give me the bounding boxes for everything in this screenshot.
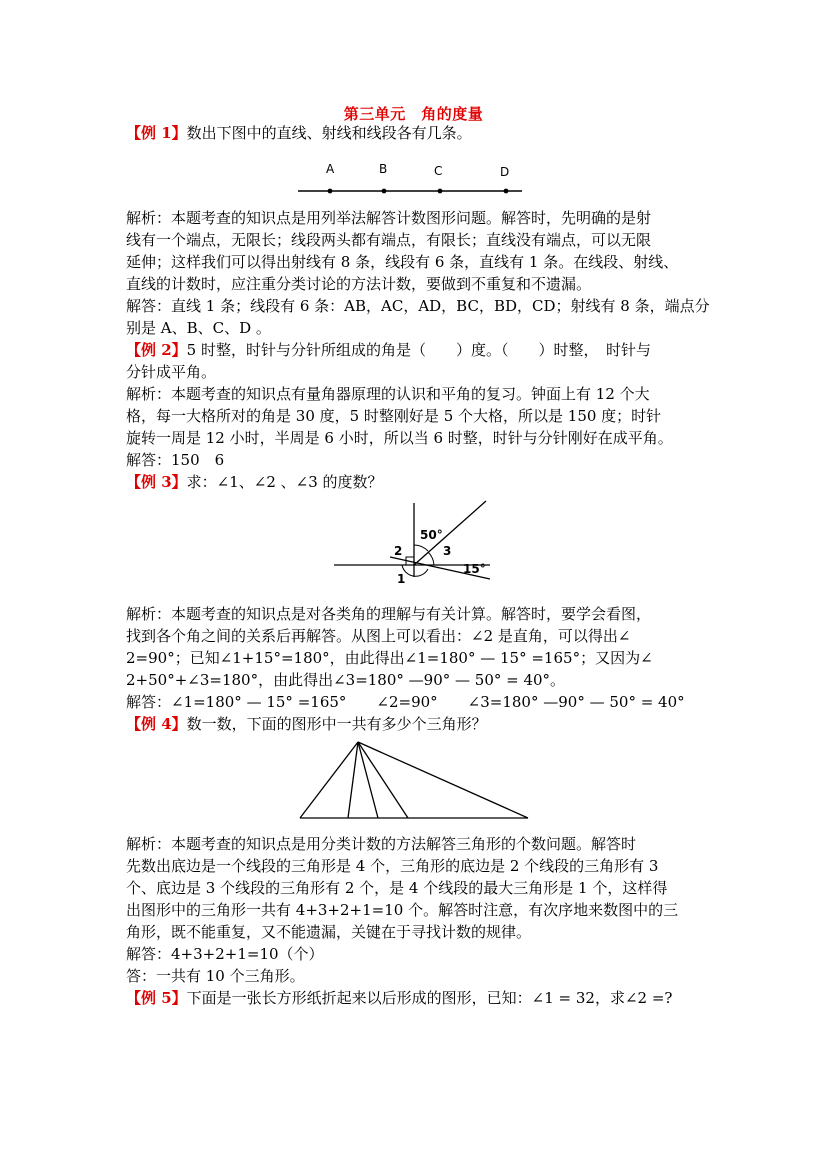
example-4-text: 数一数，下面的图形中一共有多少个三角形？: [186, 715, 487, 733]
triangle-inner-line: [358, 742, 378, 818]
label-3: 3: [443, 544, 452, 558]
example-3-text: 求：∠1、∠2 、∠3 的度数？: [186, 473, 383, 491]
point-b: [382, 189, 387, 194]
label-2: 2: [394, 544, 403, 558]
label-1: 1: [397, 572, 406, 586]
example-3-tag: 【例 3】: [126, 473, 187, 491]
example-1-answer-line: 解答：直线 1 条；线段有 6 条：AB，AC，AD，BC，BD，CD；射线有 8 条，端点分: [126, 297, 710, 315]
example-5-text: 下面是一张长方形纸折起来以后形成的图形，已知：∠1 = 32，求∠2 =?: [186, 989, 673, 1007]
example-3-analysis-line: 解析：本题考查的知识点是对各类角的理解与有关计算。解答时，要学会看图，: [126, 605, 652, 623]
example-4-tag: 【例 4】: [126, 715, 187, 733]
label-b: B: [379, 162, 388, 176]
triangle-figure: [296, 738, 532, 822]
example-1-text: 数出下图中的直线、射线和线段各有几条。: [186, 124, 472, 142]
example-2-text: 5 时整，时针与分针所组成的角是（ ）度。（ ）时整， 时针与: [186, 341, 651, 359]
point-c: [438, 189, 443, 194]
example-2-analysis-line: 解析：本题考查的知识点有量角器原理的认识和平角的复习。钟面上有 12 个大: [126, 385, 650, 403]
example-4-answer-line: 解答：4+3+2+1=10（个）: [126, 945, 324, 963]
example-1-analysis-line: 延伸；这样我们可以得出射线有 8 条，线段有 6 条，直线有 1 条。在线段、射线、: [126, 253, 679, 271]
example-3-analysis-line: 找到各个角之间的关系后再解答。从图上可以看出：∠2 是直角，可以得出∠: [126, 627, 631, 645]
example-1-answer-line: 别是 A、B、C、D 。: [126, 319, 271, 337]
label-a: A: [326, 162, 335, 176]
example-4-analysis-line: 个、底边是 3 个线段的三角形有 2 个，是 4 个线段的最大三角形是 1 个，这样得: [126, 879, 668, 897]
example-1-tag: 【例 1】: [126, 124, 187, 142]
example-1-analysis-line: 解析：本题考查的知识点是用列举法解答计数图形问题。解答时，先明确的是射: [126, 209, 652, 227]
example-4-analysis-line: 先数出底边是一个线段的三角形是 4 个，三角形的底边是 2 个线段的三角形有 3: [126, 857, 659, 875]
example-4-analysis-line: 角形，既不能重复，又不能遗漏，关键在于寻找计数的规律。: [126, 923, 532, 941]
example-4-analysis-line: 出图形中的三角形一共有 4+3+2+1=10 个。解答时注意，有次序地来数图中的三: [126, 901, 679, 919]
example-4-analysis-line: 解析：本题考查的知识点是用分类计数的方法解答三角形的个数问题。解答时: [126, 835, 637, 853]
example-4-answer-line: 答：一共有 10 个三角形。: [126, 967, 305, 985]
point-a: [328, 189, 333, 194]
example-5-tag: 【例 5】: [126, 989, 187, 1007]
label-50: 50°: [420, 528, 443, 542]
example-3-question: [126, 471, 716, 493]
example-2-answer: 解答：150 6: [126, 451, 225, 469]
line-figure: [290, 155, 530, 205]
arc-3: [428, 552, 434, 565]
example-1-analysis-line: 直线的计数时，应注重分类讨论的方法计数，要做到不重复和不遗漏。: [126, 275, 592, 293]
example-2-question: [126, 339, 716, 361]
example-3-analysis-line: 2+50°+∠3=180°，由此得出∠3=180° —90° — 50° = 40°。: [126, 671, 566, 689]
example-3-answer: 解答：∠1=180° — 15° =165° ∠2=90° ∠3=180° —90° — 50° = 40°: [126, 693, 685, 711]
example-5-question: [126, 987, 716, 1009]
arc-50: [414, 545, 428, 551]
label-d: D: [500, 165, 510, 179]
page-title: 第三单元 角的度量: [343, 105, 484, 123]
example-2-analysis-line: 旋转一周是 12 小时，半周是 6 小时，所以当 6 时整，时针与分针刚好在成平角。: [126, 429, 673, 447]
angle-figure: [330, 495, 500, 590]
example-2-analysis-line: 格，每一大格所对的角是 30 度，5 时整刚好是 5 个大格，所以是 150 度；时针: [126, 407, 662, 425]
label-c: C: [434, 164, 443, 178]
point-d: [504, 189, 509, 194]
label-15: 15°: [463, 562, 486, 576]
example-4-question: [126, 713, 716, 735]
arc-1: [402, 565, 428, 576]
example-1-question: [126, 122, 716, 144]
example-2-tag: 【例 2】: [126, 341, 187, 359]
example-1-analysis-line: 线有一个端点，无限长；线段两头都有端点，有限长；直线没有端点，可以无限: [126, 231, 652, 249]
example-2-question-cont: 分针成平角。: [126, 363, 217, 381]
example-3-analysis-line: 2=90°；已知∠1+15°=180°，由此得出∠1=180° — 15° =165°；又因为∠: [126, 649, 653, 667]
